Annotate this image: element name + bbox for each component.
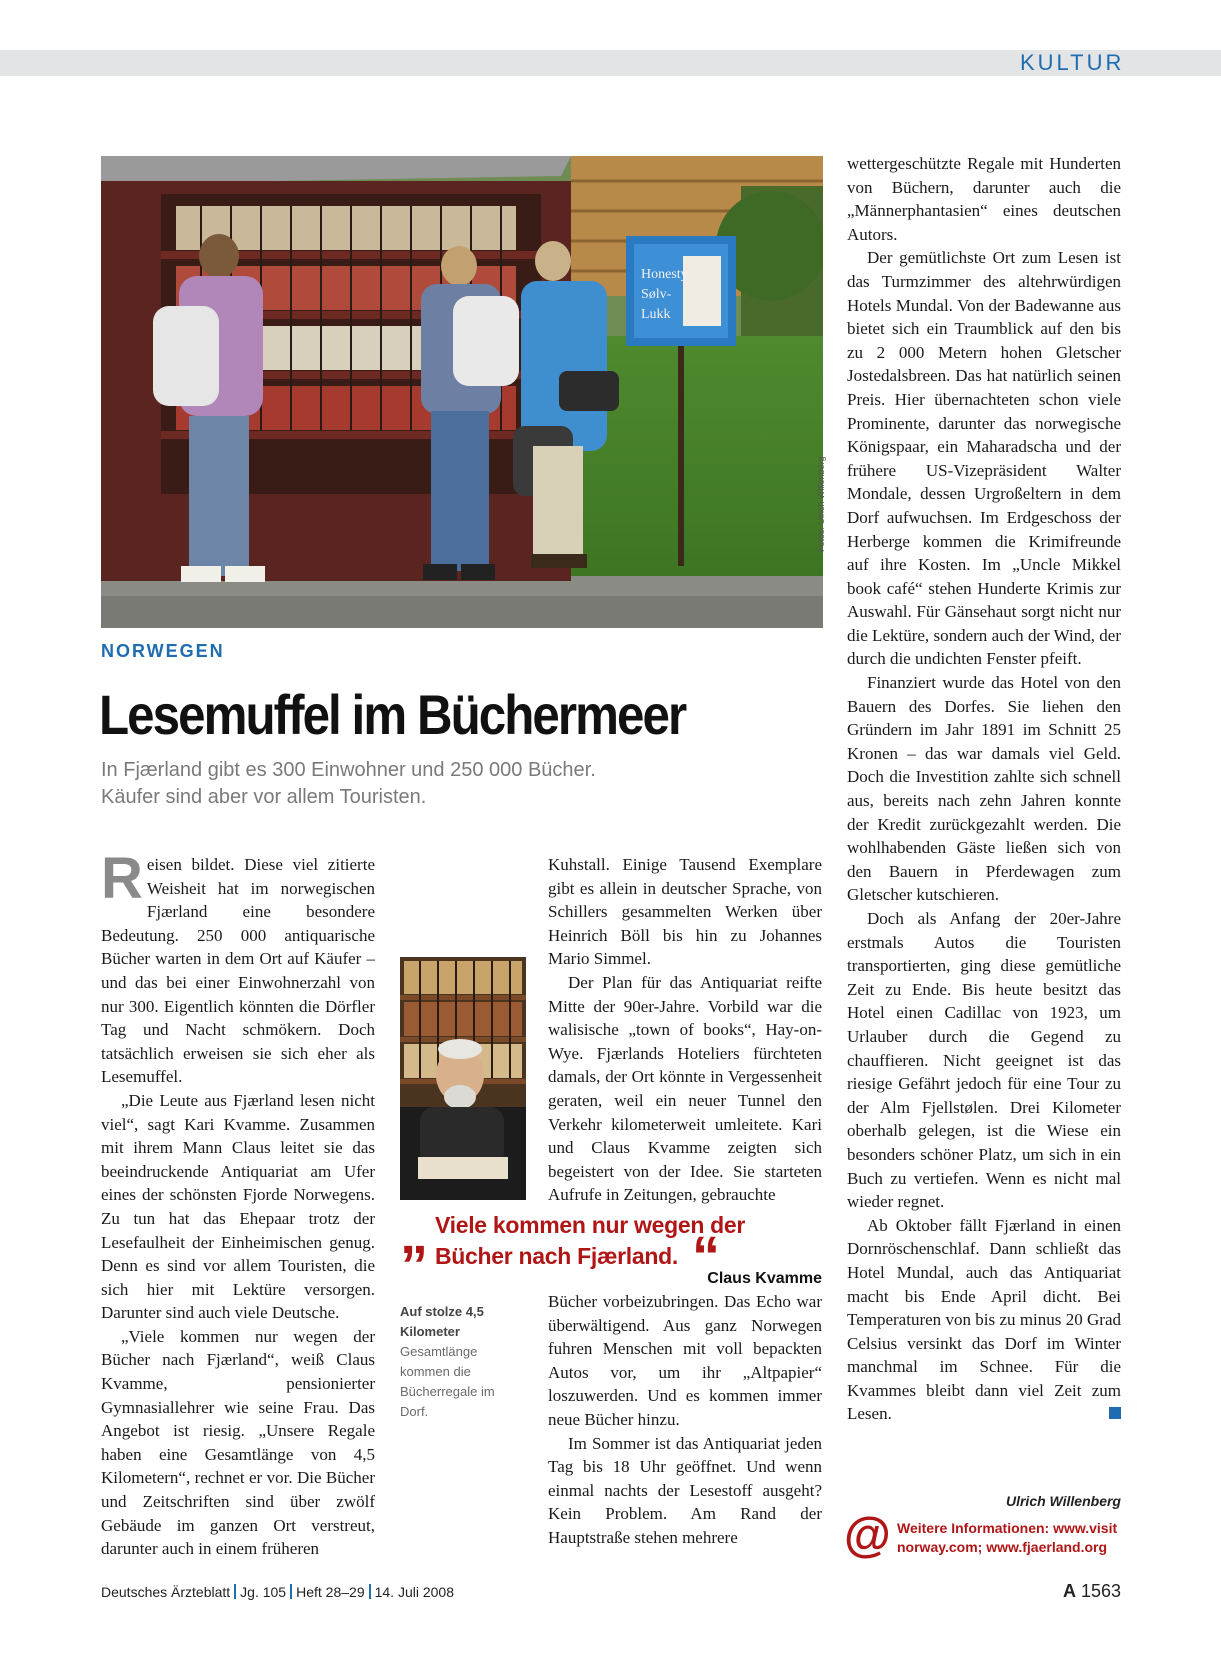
headline: Lesemuffel im Büchermeer: [99, 683, 686, 746]
paragraph: Bücher vorbeizubringen. Das Echo war überwältigend. Aus ganz Norwegen fuhren Menschen mit voll bepackten Autos vor, um ihr „Altpapier“ loszuwerden. Und es kommen immer neue Bücher hinzu.: [548, 1292, 822, 1429]
photo-credit: Fotos: Ulrich Willenberg: [816, 456, 826, 552]
section-label: KULTUR: [1020, 50, 1125, 75]
page-prefix: A: [1062, 1581, 1076, 1601]
subheadline: [101, 757, 801, 811]
sign-text-2: Sølv-: [641, 287, 672, 302]
journal-volume: Jg. 105: [240, 1584, 287, 1600]
body-column-2-continued: [548, 1290, 822, 1550]
paragraph: Im Sommer ist das Antiquariat jeden Tag bis 18 Uhr geöffnet. Und wenn einmal nachts der Lesestoff ausgeht? Kein Problem. Am Rand der Hauptstraße stehen mehrere: [548, 1433, 822, 1547]
footer-separator: [369, 1584, 371, 1599]
page-number-value: 1563: [1080, 1581, 1121, 1601]
paragraph: wettergeschützte Regale mit Hunderten von Büchern, darunter auch die „Männerphantasien“ eines deutschen Autors.: [847, 154, 1121, 244]
footer-separator: [290, 1584, 292, 1599]
subheadline-line-1: In Fjærland gibt es 300 Einwohner und 250 000 Bücher.: [101, 759, 596, 781]
paragraph: Ab Oktober fällt Fjærland in einen Dornröschenschlaf. Dann schließt das Hotel Mundal, auch das Antiquariat macht bis Ende April dicht. Bei Temperaturen von bis zu minus 20 Grad Celsius versinkt das Dorf im Winter manchmal im Schnee. Für die Kvammes bleibt dann viel Zeit zum Lesen.: [847, 1215, 1121, 1424]
pull-quote-author: Claus Kvamme: [707, 1270, 822, 1287]
antiquarian-photo-illustration: [400, 957, 526, 1200]
bookshelf-photo-illustration: [101, 156, 823, 628]
drop-cap: R: [101, 846, 143, 911]
body-column-1: [101, 846, 375, 1561]
paragraph: „Viele kommen nur wegen der Bücher nach Fjærland“, weiß Claus Kvamme, pensionierter Gymnasiallehrer wie seine Frau. Das Angebot ist riesig. „Unsere Regale haben eine Gesamtlänge von 4,5 Kilometern“, rechnet er vor. Die Bücher und Zeitschriften sind über zwölf Gebäude im ganzen Ort verstreut, darunter auch in einem früheren: [101, 1326, 375, 1559]
body-column-3: [847, 152, 1121, 1426]
end-sign-icon: [1109, 1407, 1121, 1419]
caption-text: Gesamtlänge kommen die Bücherregale im Dorf.: [400, 1344, 495, 1419]
paragraph: Doch als Anfang der 20er-Jahre erstmals Autos die Touristen transportierten, ging diese gemütliche Zeit zu Ende. Bis heute besitzt das Hotel einen Cadillac von 1923, um Urlauber durch die Gegend zu chauffieren. Nicht geeignet ist das riesige Gefährt jedoch für eine Tour zu der Alm Fjellstølen. Drei Kilometer oberhalb gelegen, ist die Wiese ein besonders schöner Platz, um sich in ein Buch zu vertiefen. Wenn es nicht mal wieder regnet.: [847, 909, 1121, 1212]
article-author: Ulrich Willenberg: [1005, 1493, 1121, 1509]
issue-date: 14. Juli 2008: [374, 1584, 455, 1600]
journal-name: Deutsches Ärzteblatt: [101, 1584, 231, 1600]
main-photo: [101, 156, 823, 628]
portrait-photo: [400, 957, 526, 1200]
subheadline-line-2: Käufer sind aber vor allem Touristen.: [101, 786, 427, 808]
footer-separator: [234, 1584, 236, 1599]
photo-caption: [400, 1302, 525, 1422]
paragraph: Der gemütlichste Ort zum Lesen ist das Turmzimmer des altehrwürdigen Hotels Mundal. Von der Badewanne aus bietet sich ein Traumblick auf den bis zu 2 000 Metern hohen Gletscher Jostedalsbreen. Das hat natürlich seinen Preis. Hier übernachteten schon viele Prominente, darunter das norwegische Königspaar, ein Maharadscha und der frühere US-Vizepräsident Walter Mondale, dessen Urgroßeltern in dem Dorf aufwuchsen. Im Erdgeschoss der Herberge kommen die Krimifreunde auf ihre Kosten. Im „Uncle Mikkel book café“ stehen Hunderte Krimis zur Auswahl. Für Gänsehaut sorgt nicht nur die Lektüre, sondern auch der Wind, der durch die undichten Fenster pfeift.: [847, 248, 1121, 669]
at-sign-icon: @: [844, 1509, 891, 1562]
more-info-text: Weitere Informationen: www.visit norway.com; www.fjaerland.org: [897, 1520, 1118, 1555]
caption-bold: Auf stolze 4,5 Kilometer: [400, 1304, 484, 1339]
paragraph: „Die Leute aus Fjærland lesen nicht viel“, sagt Kari Kvamme. Zusammen mit ihrem Mann Claus leitet sie das beeindruckende Antiquariat am Ufer eines der schönsten Fjorde Norwegens. Zu tun hat das Ehepaar trotz der Lesefaulheit der Einheimischen genug. Denn es sind vor allem Touristen, die sich hier mit Lektüre versorgen. Darunter sind auch viele Deutsche.: [101, 1090, 375, 1323]
quote-open-mark: „: [400, 1202, 428, 1265]
paragraph: Kuhstall. Einige Tausend Exemplare gibt es allein in deutscher Sprache, von Schillers gesammelten Werken über Heinrich Böll bis hin zu Johannes Mario Simmel.: [548, 855, 822, 969]
footer: [101, 1584, 601, 1604]
page-number: [1040, 1581, 1121, 1602]
journal-issue: Heft 28–29: [296, 1584, 365, 1600]
kicker: NORWEGEN: [101, 641, 225, 661]
sign-text-1: Honesty: [641, 267, 688, 282]
pull-quote-text: Viele kommen nur wegen der Bücher nach Fjærland.: [435, 1212, 746, 1269]
body-column-2: [548, 853, 822, 1207]
paragraph: Der Plan für das Antiquariat reifte Mitte der 90er-Jahre. Vorbild war die walisische „town of books“, Hay-on-Wye. Fjærlands Hoteliers fürchteten damals, der Ort könnte in Vergessenheit geraten, weil ein neuer Tunnel den Verkehr kilometerweit umleitete. Kari und Claus Kvamme zeigten sich begeistert von der Idee. Sie starteten Aufrufe in Zeitungen, gebrauchte: [548, 972, 822, 1205]
paragraph: Reisen bildet. Diese viel zitierte Weisheit hat im norwegischen Fjærland eine besondere Bedeutung. 250 000 antiquarische Bücher warten in dem Ort auf Käufer – und das bei einer Einwohnerzahl von nur 300. Eigentlich könnten die Dörfler Tag und Nacht schmökern. Doch tatsächlich erweisen sie sich eher als Lesemuffel.: [101, 846, 375, 1087]
paragraph: Finanziert wurde das Hotel von den Bauern des Dorfes. Sie liehen den Gründern im Jahr 1891 im Schnitt 25 Kronen – das war damals viel Geld. Doch die Investition zahlte sich schnell aus, bereits nach zehn Jahren konnte der Kredit zurückgezahlt werden. Die wohlhabenden Gäste ließen sich von den Bauern in Pferdewagen zum Gletscher kutschieren.: [847, 673, 1121, 905]
quote-close-mark: “: [692, 1224, 720, 1287]
sign-text-3: Lukk: [641, 307, 671, 322]
